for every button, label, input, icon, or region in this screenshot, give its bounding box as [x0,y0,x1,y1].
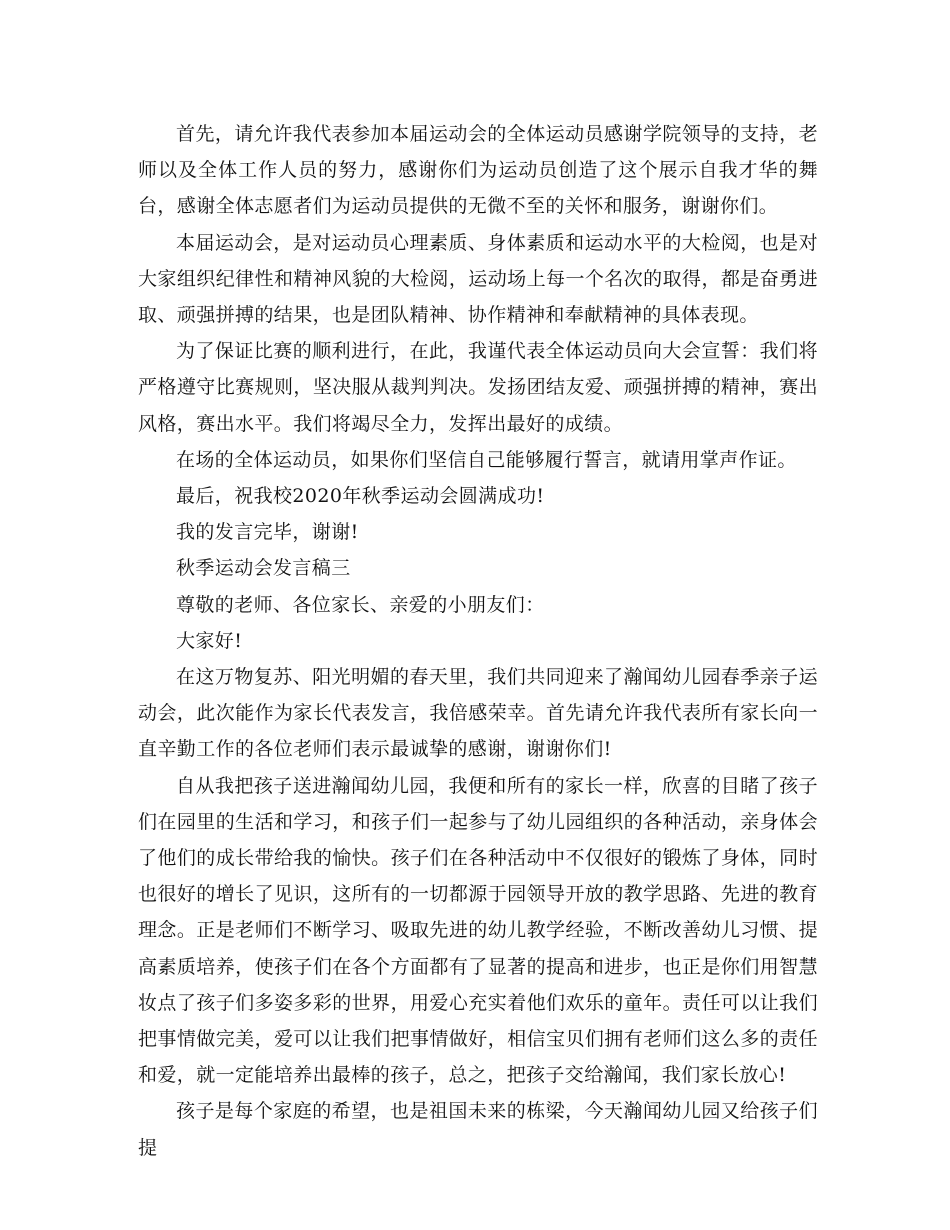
paragraph-applause: 在场的全体运动员，如果你们坚信自己能够履行誓言，就请用掌声作证。 [176,448,797,471]
paragraph-salutation: 尊敬的老师、各位家长、亲爱的小朋友们： [176,593,545,616]
paragraph-oath: 为了保证比赛的顺利进行，在此，我谨代表全体运动员向大会宣誓：我们将严格遵守比赛规则，坚决服从裁判判决。发扬团结友爱、顽强拼搏的精神，赛出风格，赛出水平。我们将竭尽全力，发挥出最好的成绩。 [138,340,818,435]
paragraph-greeting: 大家好! [176,629,243,652]
paragraph-wishes: 最后，祝我校2020年秋季运动会圆满成功! [176,485,545,508]
section-heading: 秋季运动会发言稿三 [176,557,351,580]
paragraph-spring-intro: 在这万物复苏、阳光明媚的春天里，我们共同迎来了瀚闻幼儿园春季亲子运动会，此次能作为家长代表发言，我倍感荣幸。首先请允许我代表所有家长向一直辛勤工作的各位老师们表示最诚挚的感谢，谢谢你们! [138,666,818,761]
paragraph-closing: 我的发言完毕，谢谢! [176,521,359,544]
paragraph-children-hope: 孩子是每个家庭的希望，也是祖国未来的栋梁，今天瀚闻幼儿园又给孩子们提 [138,1100,818,1159]
paragraph-kindergarten-praise: 自从我把孩子送进瀚闻幼儿园，我便和所有的家长一样，欣喜的目睹了孩子们在园里的生活和学习，和孩子们一起参与了幼儿园组织的各种活动，亲身体会了他们的成长带给我的愉快。孩子们在各种活动中不仅很好的锻炼了身体，同时也很好的增长了见识，这所有的一切都源于园领导开放的教学思路、先进的教育理念。正是老师们不断学习、吸取先进的幼儿教学经验，不断改善幼儿习惯、提高素质培养，使孩子们在各个方面都有了显著的提高和进步，也正是你们用智慧妆点了孩子们多姿多彩的世界，用爱心充实着他们欢乐的童年。责任可以让我们把事情做完美，爱可以让我们把事情做好，相信宝贝们拥有老师们这么多的责任和爱，就一定能培养出最棒的孩子，总之，把孩子交给瀚闻，我们家长放心! [138,774,818,1087]
paragraph-thanks: 首先，请允许我代表参加本届运动会的全体运动员感谢学院领导的支持，老师以及全体工作人员的努力，感谢你们为运动员创造了这个展示自我才华的舞台，感谢全体志愿者们为运动员提供的无微不至的关怀和服务，谢谢你们。 [138,123,818,218]
paragraph-games-review: 本届运动会，是对运动员心理素质、身体素质和运动水平的大检阅，也是对大家组织纪律性和精神风貌的大检阅，运动场上每一个名次的取得，都是奋勇进取、顽强拼搏的结果，也是团队精神、协作精神和奉献精神的具体表现。 [138,231,818,327]
document-body [138,116,818,1166]
